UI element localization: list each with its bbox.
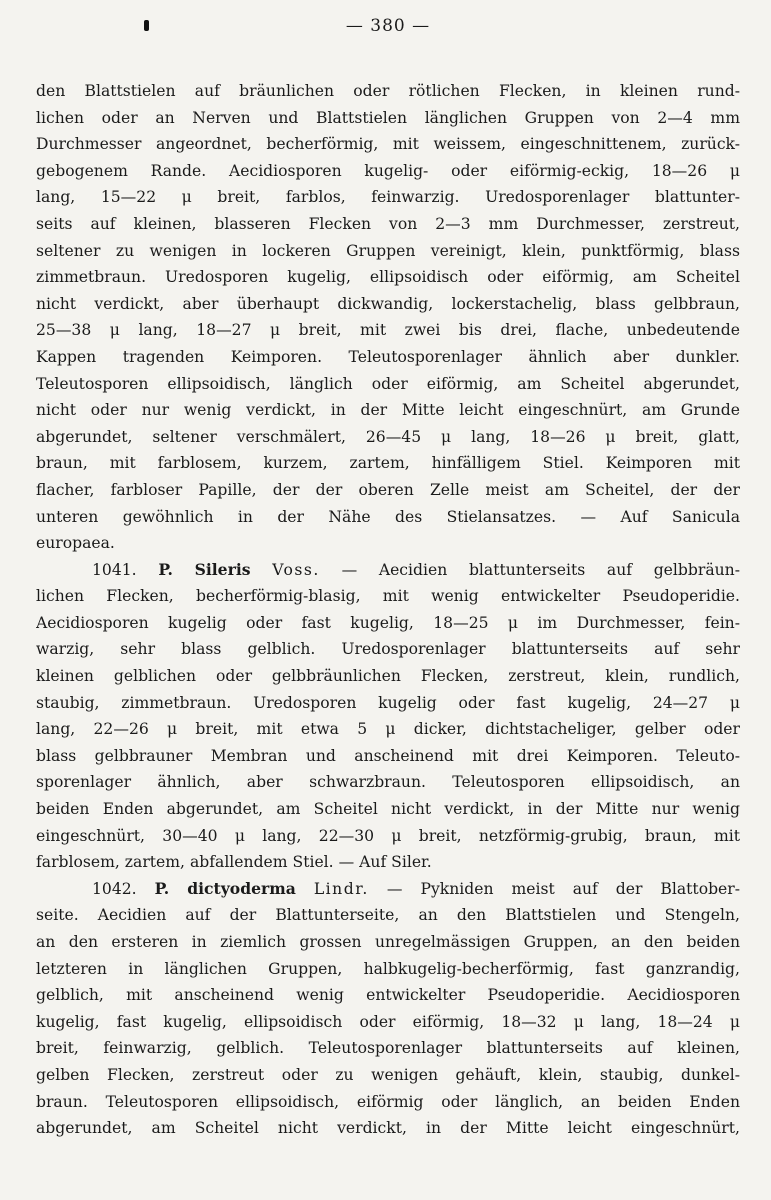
text-line	[36, 78, 740, 105]
line-text: blass gelbbrauner Membran und anscheinend mit drei Keimporen. Teleuto-	[36, 746, 740, 765]
text-line	[36, 743, 740, 770]
line-text: den Blattstielen auf bräunlichen oder rötlichen Flecken, in kleinen rund-	[36, 82, 740, 100]
line-text: nicht oder nur wenig verdickt, in der Mitte leicht eingeschnürt, am Grunde	[36, 401, 740, 420]
text-line	[36, 796, 740, 823]
line-text: braun, mit farblosem, kurzem, zartem, hinfälligem Stiel. Keimporen mit	[36, 454, 740, 473]
text-line	[36, 371, 740, 398]
line-text: abgerundet, am Scheitel nicht verdickt, in der Mitte leicht eingeschnürt,	[36, 1119, 740, 1138]
text-line	[36, 291, 740, 318]
line-text: gebogenem Rande. Aecidiosporen kugelig- oder eiförmig-eckig, 18—26 μ	[36, 161, 740, 180]
line-text: gelblich, mit anscheinend wenig entwickelter Pseudoperidie. Aecidiosporen	[36, 986, 740, 1005]
line-text: Kappen tragenden Keimporen. Teleutosporenlager ähnlich aber dunkler.	[36, 347, 740, 366]
line-text: braun. Teleutosporen ellipsoidisch, eiförmig oder länglich, an beiden Enden	[36, 1092, 740, 1111]
text-line	[36, 450, 740, 477]
text-line	[36, 105, 740, 132]
line-text: zimmetbraun. Uredosporen kugelig, ellipsoidisch oder eiförmig, am Scheitel	[36, 268, 740, 287]
line-text: — Pykniden meist auf der Blattober-	[386, 879, 740, 898]
genus-abbrev: P.	[154, 878, 170, 898]
text-line	[36, 1089, 740, 1116]
line-text: lichen Flecken, becherförmig-blasig, mit wenig entwickelter Pseudoperidie.	[36, 587, 740, 606]
species-name: Sileris	[194, 559, 251, 579]
species-name: dictyoderma	[187, 878, 296, 898]
line-text: 25—38 μ lang, 18—27 μ breit, mit zwei bis drei, flache, unbedeutende	[36, 321, 740, 340]
text-line	[36, 610, 740, 637]
text-line	[36, 636, 740, 663]
text-line	[36, 184, 740, 211]
line-text: eingeschnürt, 30—40 μ lang, 22—30 μ breit, netzförmig-grubig, braun, mit	[36, 826, 740, 845]
line-text: nicht verdickt, aber überhaupt dickwandig, lockerstachelig, blass gelbbraun,	[36, 294, 740, 313]
text-line	[36, 477, 740, 504]
line-text: abgerundet, seltener verschmälert, 26—45 μ lang, 18—26 μ breit, glatt,	[36, 427, 740, 446]
line-text: flacher, farbloser Papille, der der oberen Zelle meist am Scheitel, der der	[36, 480, 740, 499]
line-text: staubig, zimmetbraun. Uredosporen kugelig oder fast kugelig, 24—27 μ	[36, 693, 740, 712]
entry-number: 1042.	[92, 879, 137, 898]
text-line	[36, 504, 740, 531]
entry-number: 1041.	[92, 560, 137, 579]
document-page	[36, 0, 740, 1142]
line-text: — Aecidien blattunterseits auf gelbbräun-	[341, 560, 740, 579]
text-line	[36, 1115, 740, 1142]
text-line	[36, 344, 740, 371]
line-text: seite. Aecidien auf der Blattunterseite, an den Blattstielen und Stengeln,	[36, 906, 740, 925]
text-line	[36, 1009, 740, 1036]
line-text: beiden Enden abgerundet, am Scheitel nicht verdickt, in der Mitte nur wenig	[36, 800, 740, 819]
text-line	[36, 1062, 740, 1089]
text-line	[36, 716, 740, 743]
text-line	[36, 424, 740, 451]
line-text: lichen oder an Nerven und Blattstielen länglichen Gruppen von 2—4 mm	[36, 108, 740, 127]
text-line	[36, 583, 740, 610]
document-body	[36, 78, 740, 1142]
species-author: Lindr.	[313, 879, 369, 898]
entry-heading-line	[36, 876, 740, 903]
text-line	[36, 690, 740, 717]
text-line	[36, 211, 740, 238]
text-line	[36, 956, 740, 983]
species-author: Voss.	[272, 560, 320, 579]
line-text: an den ersteren in ziemlich grossen unregelmässigen Gruppen, an den beiden	[36, 933, 740, 951]
line-text: sporenlager ähnlich, aber schwarzbraun. Teleutosporen ellipsoidisch, an	[36, 773, 740, 792]
line-text: lang, 15—22 μ breit, farblos, feinwarzig. Uredosporenlager blattunter-	[36, 188, 740, 207]
text-line	[36, 264, 740, 291]
text-line	[36, 769, 740, 796]
text-line	[36, 397, 740, 424]
entry-heading-line	[36, 557, 740, 584]
line-text: Teleutosporen ellipsoidisch, länglich oder eiförmig, am Scheitel abgerundet,	[36, 374, 740, 393]
line-text: unteren gewöhnlich in der Nähe des Stielansatzes. — Auf Sanicula	[36, 507, 740, 526]
line-text: europaea.	[36, 534, 115, 553]
text-line	[36, 982, 740, 1009]
text-line	[36, 131, 740, 158]
line-text: seits auf kleinen, blasseren Flecken von 2—3 mm Durchmesser, zerstreut,	[36, 214, 740, 233]
line-text: lang, 22—26 μ breit, mit etwa 5 μ dicker, dichtstacheliger, gelber oder	[36, 720, 740, 739]
page-number: — 380 —	[345, 16, 431, 36]
text-line	[36, 317, 740, 344]
text-line	[36, 158, 740, 185]
text-line	[36, 823, 740, 850]
text-line	[36, 929, 740, 956]
text-line	[36, 1035, 740, 1062]
line-text: farblosem, zartem, abfallendem Stiel. — Auf Siler.	[36, 853, 432, 872]
line-text: Durchmesser angeordnet, becherförmig, mit weissem, eingeschnittenem, zurück-	[36, 135, 740, 154]
genus-abbrev: P.	[158, 559, 173, 579]
line-text: seltener zu wenigen in lockeren Gruppen vereinigt, klein, punktförmig, blass	[36, 241, 740, 260]
line-text: kugelig, fast kugelig, ellipsoidisch oder eiförmig, 18—32 μ lang, 18—24 μ	[36, 1012, 740, 1031]
text-line	[36, 663, 740, 690]
line-text: breit, feinwarzig, gelblich. Teleutosporenlager blattunterseits auf kleinen,	[36, 1039, 740, 1058]
line-text: Aecidiosporen kugelig oder fast kugelig, 18—25 μ im Durchmesser, fein-	[36, 613, 740, 632]
text-line	[36, 238, 740, 265]
line-text: kleinen gelblichen oder gelbbräunlichen Flecken, zerstreut, klein, rundlich,	[36, 667, 740, 686]
text-line	[36, 902, 740, 929]
line-text: gelben Flecken, zerstreut oder zu wenigen gehäuft, klein, staubig, dunkel-	[36, 1065, 740, 1084]
line-text: letzteren in länglichen Gruppen, halbkugelig-becherförmig, fast ganzrandig,	[36, 959, 740, 978]
text-line	[36, 530, 740, 557]
text-line	[36, 849, 740, 876]
line-text: warzig, sehr blass gelblich. Uredosporenlager blattunterseits auf sehr	[36, 640, 740, 659]
